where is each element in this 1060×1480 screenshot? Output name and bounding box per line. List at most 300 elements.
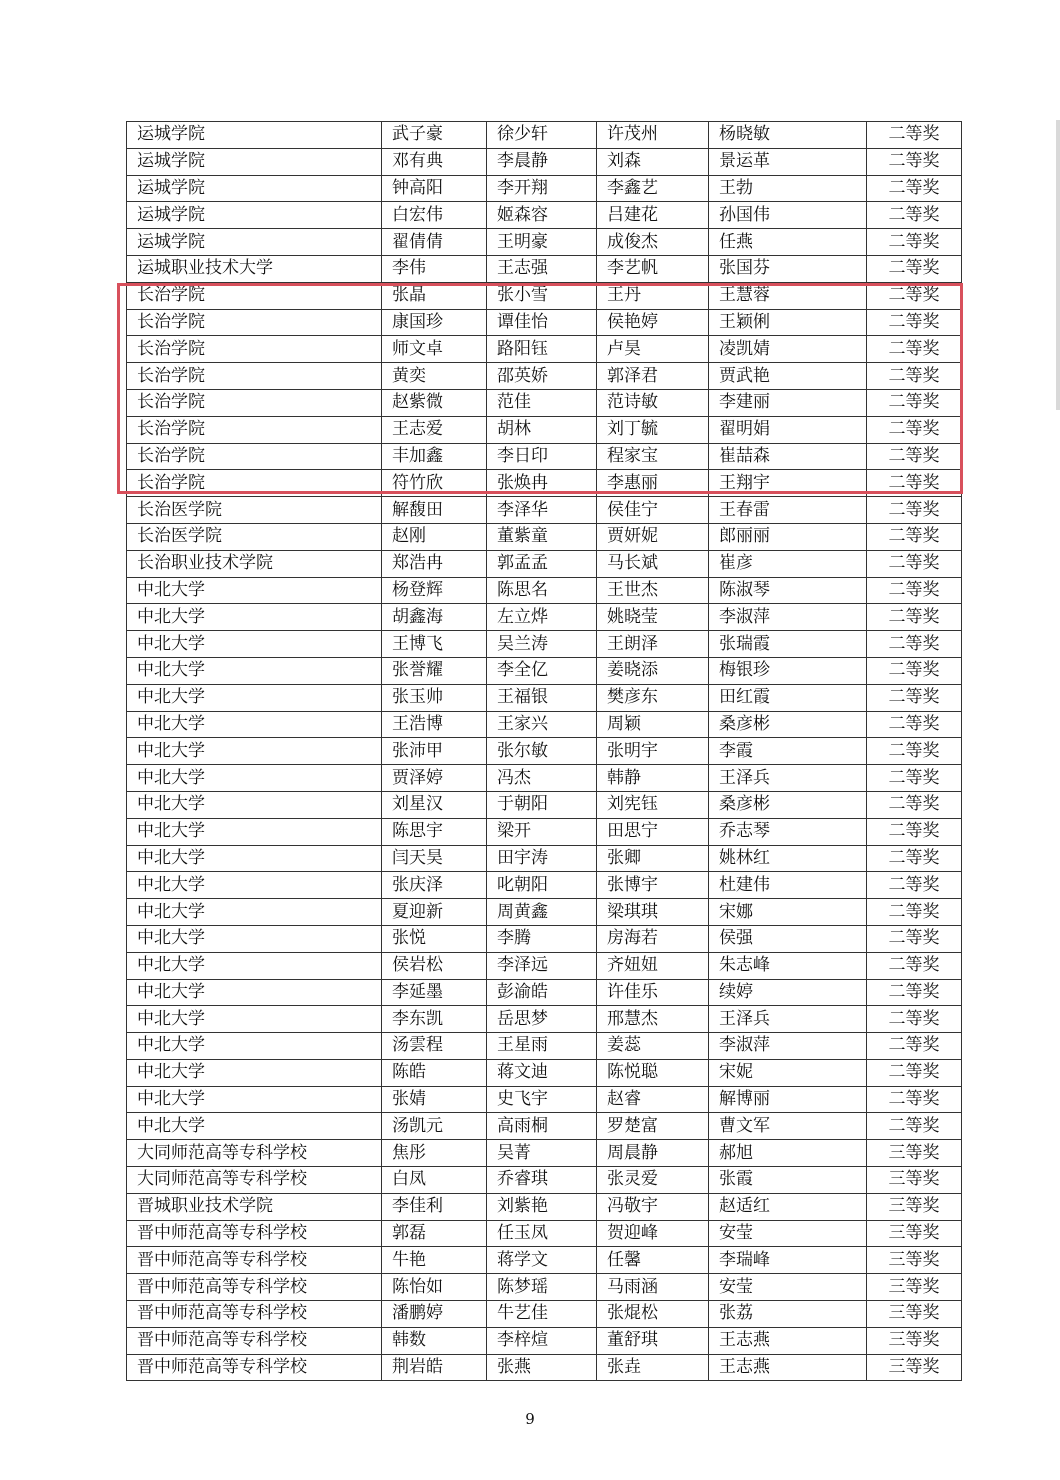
school-cell: 中北大学 bbox=[127, 577, 382, 604]
school-cell: 长治学院 bbox=[127, 389, 382, 416]
table-row bbox=[127, 523, 962, 550]
student-3-cell: 程家宝 bbox=[597, 443, 709, 470]
student-1-cell: 汤雲程 bbox=[382, 1033, 487, 1060]
table-row bbox=[127, 765, 962, 792]
advisor-cell: 安莹 bbox=[709, 1274, 867, 1301]
student-3-cell: 卢昊 bbox=[597, 336, 709, 363]
student-3-cell: 赵睿 bbox=[597, 1086, 709, 1113]
award-cell: 二等奖 bbox=[867, 604, 962, 631]
advisor-cell: 朱志峰 bbox=[709, 952, 867, 979]
award-cell: 二等奖 bbox=[867, 738, 962, 765]
table-row bbox=[127, 818, 962, 845]
table-row bbox=[127, 1327, 962, 1354]
student-1-cell: 赵刚 bbox=[382, 523, 487, 550]
advisor-cell: 王泽兵 bbox=[709, 765, 867, 792]
school-cell: 中北大学 bbox=[127, 657, 382, 684]
student-3-cell: 成俊杰 bbox=[597, 229, 709, 256]
student-3-cell: 周颖 bbox=[597, 711, 709, 738]
student-3-cell: 郭泽君 bbox=[597, 363, 709, 390]
student-3-cell: 陈悦聪 bbox=[597, 1059, 709, 1086]
student-3-cell: 吕建花 bbox=[597, 202, 709, 229]
school-cell: 中北大学 bbox=[127, 711, 382, 738]
school-cell: 中北大学 bbox=[127, 1113, 382, 1140]
student-2-cell: 高雨桐 bbox=[487, 1113, 597, 1140]
student-1-cell: 侯岩松 bbox=[382, 952, 487, 979]
advisor-cell: 孙国伟 bbox=[709, 202, 867, 229]
student-2-cell: 王福银 bbox=[487, 684, 597, 711]
advisor-cell: 王志燕 bbox=[709, 1327, 867, 1354]
school-cell: 长治学院 bbox=[127, 336, 382, 363]
award-cell: 二等奖 bbox=[867, 336, 962, 363]
student-2-cell: 蒋文迪 bbox=[487, 1059, 597, 1086]
table-row bbox=[127, 1059, 962, 1086]
table-row bbox=[127, 577, 962, 604]
student-1-cell: 符竹欣 bbox=[382, 470, 487, 497]
advisor-cell: 曹文军 bbox=[709, 1113, 867, 1140]
student-3-cell: 齐妞妞 bbox=[597, 952, 709, 979]
award-cell: 二等奖 bbox=[867, 1086, 962, 1113]
award-cell: 二等奖 bbox=[867, 1006, 962, 1033]
school-cell: 中北大学 bbox=[127, 765, 382, 792]
school-cell: 中北大学 bbox=[127, 925, 382, 952]
school-cell: 中北大学 bbox=[127, 1006, 382, 1033]
student-1-cell: 陈皓 bbox=[382, 1059, 487, 1086]
student-1-cell: 李延墨 bbox=[382, 979, 487, 1006]
table-row bbox=[127, 791, 962, 818]
award-cell: 三等奖 bbox=[867, 1247, 962, 1274]
student-3-cell: 田思宁 bbox=[597, 818, 709, 845]
table-row bbox=[127, 336, 962, 363]
table-row bbox=[127, 899, 962, 926]
advisor-cell: 宋妮 bbox=[709, 1059, 867, 1086]
advisor-cell: 杜建伟 bbox=[709, 872, 867, 899]
student-3-cell: 侯艳婷 bbox=[597, 309, 709, 336]
student-3-cell: 王世杰 bbox=[597, 577, 709, 604]
school-cell: 晋中师范高等专科学校 bbox=[127, 1247, 382, 1274]
student-2-cell: 董紫童 bbox=[487, 523, 597, 550]
student-3-cell: 贾妍妮 bbox=[597, 523, 709, 550]
advisor-cell: 杨晓敏 bbox=[709, 122, 867, 149]
student-3-cell: 刘丁毓 bbox=[597, 416, 709, 443]
table-row bbox=[127, 229, 962, 256]
advisor-cell: 崔喆森 bbox=[709, 443, 867, 470]
student-2-cell: 李梓煊 bbox=[487, 1327, 597, 1354]
award-cell: 二等奖 bbox=[867, 202, 962, 229]
table-row bbox=[127, 711, 962, 738]
table-row bbox=[127, 1167, 962, 1194]
student-2-cell: 史飞宇 bbox=[487, 1086, 597, 1113]
student-3-cell: 李鑫艺 bbox=[597, 175, 709, 202]
student-3-cell: 王丹 bbox=[597, 282, 709, 309]
school-cell: 中北大学 bbox=[127, 899, 382, 926]
student-2-cell: 王星雨 bbox=[487, 1033, 597, 1060]
award-cell: 三等奖 bbox=[867, 1301, 962, 1328]
student-1-cell: 康国珍 bbox=[382, 309, 487, 336]
school-cell: 大同师范高等专科学校 bbox=[127, 1140, 382, 1167]
advisor-cell: 安莹 bbox=[709, 1220, 867, 1247]
student-2-cell: 李开翔 bbox=[487, 175, 597, 202]
advisor-cell: 郝旭 bbox=[709, 1140, 867, 1167]
student-1-cell: 王志爱 bbox=[382, 416, 487, 443]
student-1-cell: 牛艳 bbox=[382, 1247, 487, 1274]
school-cell: 长治学院 bbox=[127, 443, 382, 470]
student-2-cell: 牛艺佳 bbox=[487, 1301, 597, 1328]
student-3-cell: 张博宇 bbox=[597, 872, 709, 899]
award-cell: 二等奖 bbox=[867, 389, 962, 416]
student-2-cell: 姬森容 bbox=[487, 202, 597, 229]
student-1-cell: 陈怡如 bbox=[382, 1274, 487, 1301]
award-cell: 二等奖 bbox=[867, 148, 962, 175]
award-cell: 二等奖 bbox=[867, 229, 962, 256]
student-2-cell: 徐少轩 bbox=[487, 122, 597, 149]
table-row bbox=[127, 148, 962, 175]
student-3-cell: 姚晓莹 bbox=[597, 604, 709, 631]
student-2-cell: 胡林 bbox=[487, 416, 597, 443]
student-2-cell: 于朝阳 bbox=[487, 791, 597, 818]
award-cell: 二等奖 bbox=[867, 711, 962, 738]
table-row bbox=[127, 1033, 962, 1060]
student-2-cell: 陈思名 bbox=[487, 577, 597, 604]
table-row bbox=[127, 1354, 962, 1381]
student-3-cell: 樊彦东 bbox=[597, 684, 709, 711]
school-cell: 长治医学院 bbox=[127, 523, 382, 550]
student-3-cell: 韩静 bbox=[597, 765, 709, 792]
student-1-cell: 解馥田 bbox=[382, 497, 487, 524]
student-1-cell: 张晶 bbox=[382, 282, 487, 309]
advisor-cell: 景运革 bbox=[709, 148, 867, 175]
school-cell: 运城职业技术大学 bbox=[127, 255, 382, 282]
table-row bbox=[127, 925, 962, 952]
award-table-body bbox=[127, 122, 962, 1381]
advisor-cell: 王泽兵 bbox=[709, 1006, 867, 1033]
student-3-cell: 张卿 bbox=[597, 845, 709, 872]
award-cell: 三等奖 bbox=[867, 1274, 962, 1301]
table-row bbox=[127, 309, 962, 336]
advisor-cell: 崔彦 bbox=[709, 550, 867, 577]
student-2-cell: 蒋学文 bbox=[487, 1247, 597, 1274]
student-1-cell: 钟高阳 bbox=[382, 175, 487, 202]
student-3-cell: 李艺帆 bbox=[597, 255, 709, 282]
student-2-cell: 王志强 bbox=[487, 255, 597, 282]
award-cell: 二等奖 bbox=[867, 765, 962, 792]
student-2-cell: 李全亿 bbox=[487, 657, 597, 684]
advisor-cell: 李建丽 bbox=[709, 389, 867, 416]
student-1-cell: 刘星汉 bbox=[382, 791, 487, 818]
student-3-cell: 梁琪琪 bbox=[597, 899, 709, 926]
student-1-cell: 张庆泽 bbox=[382, 872, 487, 899]
student-2-cell: 范佳 bbox=[487, 389, 597, 416]
table-row bbox=[127, 389, 962, 416]
table-row bbox=[127, 255, 962, 282]
student-3-cell: 姜蕊 bbox=[597, 1033, 709, 1060]
school-cell: 中北大学 bbox=[127, 1086, 382, 1113]
advisor-cell: 李淑萍 bbox=[709, 1033, 867, 1060]
student-1-cell: 郑浩冉 bbox=[382, 550, 487, 577]
student-2-cell: 叱朝阳 bbox=[487, 872, 597, 899]
school-cell: 长治学院 bbox=[127, 470, 382, 497]
school-cell: 运城学院 bbox=[127, 229, 382, 256]
student-1-cell: 荆岩皓 bbox=[382, 1354, 487, 1381]
student-3-cell: 冯敬宇 bbox=[597, 1193, 709, 1220]
school-cell: 中北大学 bbox=[127, 604, 382, 631]
award-cell: 二等奖 bbox=[867, 952, 962, 979]
student-1-cell: 李东凯 bbox=[382, 1006, 487, 1033]
table-row bbox=[127, 202, 962, 229]
student-1-cell: 丰加鑫 bbox=[382, 443, 487, 470]
student-2-cell: 张焕冉 bbox=[487, 470, 597, 497]
student-1-cell: 白宏伟 bbox=[382, 202, 487, 229]
award-cell: 二等奖 bbox=[867, 523, 962, 550]
student-2-cell: 郭孟孟 bbox=[487, 550, 597, 577]
school-cell: 长治学院 bbox=[127, 363, 382, 390]
advisor-cell: 王志燕 bbox=[709, 1354, 867, 1381]
advisor-cell: 贾武艳 bbox=[709, 363, 867, 390]
student-2-cell: 彭渝皓 bbox=[487, 979, 597, 1006]
student-1-cell: 闫天昊 bbox=[382, 845, 487, 872]
award-cell: 二等奖 bbox=[867, 1059, 962, 1086]
student-2-cell: 任玉凤 bbox=[487, 1220, 597, 1247]
student-1-cell: 张悦 bbox=[382, 925, 487, 952]
advisor-cell: 张国芬 bbox=[709, 255, 867, 282]
school-cell: 中北大学 bbox=[127, 791, 382, 818]
student-1-cell: 李佳利 bbox=[382, 1193, 487, 1220]
award-cell: 二等奖 bbox=[867, 791, 962, 818]
school-cell: 晋中师范高等专科学校 bbox=[127, 1327, 382, 1354]
student-2-cell: 左立烨 bbox=[487, 604, 597, 631]
advisor-cell: 乔志琴 bbox=[709, 818, 867, 845]
advisor-cell: 桑彦彬 bbox=[709, 711, 867, 738]
student-3-cell: 张灵爱 bbox=[597, 1167, 709, 1194]
student-2-cell: 刘紫艳 bbox=[487, 1193, 597, 1220]
student-3-cell: 马长斌 bbox=[597, 550, 709, 577]
student-2-cell: 邵英娇 bbox=[487, 363, 597, 390]
student-3-cell: 刘宪钰 bbox=[597, 791, 709, 818]
student-3-cell: 张明宇 bbox=[597, 738, 709, 765]
award-cell: 二等奖 bbox=[867, 577, 962, 604]
table-row bbox=[127, 1140, 962, 1167]
award-cell: 二等奖 bbox=[867, 1033, 962, 1060]
table-row bbox=[127, 1274, 962, 1301]
table-row bbox=[127, 872, 962, 899]
student-3-cell: 许茂州 bbox=[597, 122, 709, 149]
student-1-cell: 杨登辉 bbox=[382, 577, 487, 604]
award-cell: 三等奖 bbox=[867, 1220, 962, 1247]
advisor-cell: 梅银珍 bbox=[709, 657, 867, 684]
school-cell: 长治学院 bbox=[127, 282, 382, 309]
student-1-cell: 邓有典 bbox=[382, 148, 487, 175]
award-cell: 二等奖 bbox=[867, 979, 962, 1006]
table-row bbox=[127, 122, 962, 149]
student-2-cell: 李腾 bbox=[487, 925, 597, 952]
student-1-cell: 张婧 bbox=[382, 1086, 487, 1113]
school-cell: 运城学院 bbox=[127, 175, 382, 202]
student-1-cell: 王博飞 bbox=[382, 631, 487, 658]
student-2-cell: 李晨静 bbox=[487, 148, 597, 175]
student-2-cell: 吴兰涛 bbox=[487, 631, 597, 658]
award-cell: 三等奖 bbox=[867, 1193, 962, 1220]
advisor-cell: 王慧蓉 bbox=[709, 282, 867, 309]
table-row bbox=[127, 979, 962, 1006]
advisor-cell: 姚林红 bbox=[709, 845, 867, 872]
award-cell: 二等奖 bbox=[867, 282, 962, 309]
table-row bbox=[127, 1113, 962, 1140]
award-cell: 三等奖 bbox=[867, 1167, 962, 1194]
student-3-cell: 董舒琪 bbox=[597, 1327, 709, 1354]
advisor-cell: 桑彦彬 bbox=[709, 791, 867, 818]
student-3-cell: 许佳乐 bbox=[597, 979, 709, 1006]
table-row bbox=[127, 443, 962, 470]
award-cell: 二等奖 bbox=[867, 925, 962, 952]
student-2-cell: 路阳钰 bbox=[487, 336, 597, 363]
school-cell: 长治学院 bbox=[127, 416, 382, 443]
school-cell: 中北大学 bbox=[127, 979, 382, 1006]
student-1-cell: 张沛甲 bbox=[382, 738, 487, 765]
student-2-cell: 冯杰 bbox=[487, 765, 597, 792]
student-1-cell: 武子豪 bbox=[382, 122, 487, 149]
advisor-cell: 李霞 bbox=[709, 738, 867, 765]
student-2-cell: 乔睿琪 bbox=[487, 1167, 597, 1194]
award-cell: 二等奖 bbox=[867, 363, 962, 390]
school-cell: 中北大学 bbox=[127, 738, 382, 765]
advisor-cell: 解博丽 bbox=[709, 1086, 867, 1113]
award-cell: 二等奖 bbox=[867, 443, 962, 470]
school-cell: 中北大学 bbox=[127, 684, 382, 711]
student-3-cell: 罗楚富 bbox=[597, 1113, 709, 1140]
school-cell: 中北大学 bbox=[127, 872, 382, 899]
school-cell: 中北大学 bbox=[127, 1033, 382, 1060]
student-3-cell: 房海若 bbox=[597, 925, 709, 952]
student-1-cell: 郭磊 bbox=[382, 1220, 487, 1247]
advisor-cell: 王颖俐 bbox=[709, 309, 867, 336]
school-cell: 晋中师范高等专科学校 bbox=[127, 1354, 382, 1381]
student-1-cell: 黄奕 bbox=[382, 363, 487, 390]
school-cell: 长治职业技术学院 bbox=[127, 550, 382, 577]
table-row bbox=[127, 738, 962, 765]
table-row bbox=[127, 1301, 962, 1328]
student-3-cell: 张垚 bbox=[597, 1354, 709, 1381]
award-cell: 二等奖 bbox=[867, 845, 962, 872]
student-1-cell: 夏迎新 bbox=[382, 899, 487, 926]
award-cell: 二等奖 bbox=[867, 497, 962, 524]
student-3-cell: 侯佳宁 bbox=[597, 497, 709, 524]
student-1-cell: 张誉耀 bbox=[382, 657, 487, 684]
table-row bbox=[127, 416, 962, 443]
student-1-cell: 焦彤 bbox=[382, 1140, 487, 1167]
award-cell: 二等奖 bbox=[867, 631, 962, 658]
advisor-cell: 陈淑琴 bbox=[709, 577, 867, 604]
school-cell: 中北大学 bbox=[127, 1059, 382, 1086]
student-1-cell: 汤凯元 bbox=[382, 1113, 487, 1140]
table-row bbox=[127, 952, 962, 979]
student-2-cell: 李日印 bbox=[487, 443, 597, 470]
school-cell: 运城学院 bbox=[127, 202, 382, 229]
table-row bbox=[127, 1247, 962, 1274]
student-1-cell: 王浩博 bbox=[382, 711, 487, 738]
student-2-cell: 陈梦瑶 bbox=[487, 1274, 597, 1301]
award-cell: 二等奖 bbox=[867, 872, 962, 899]
award-cell: 二等奖 bbox=[867, 416, 962, 443]
student-3-cell: 任馨 bbox=[597, 1247, 709, 1274]
student-2-cell: 张小雪 bbox=[487, 282, 597, 309]
award-cell: 二等奖 bbox=[867, 1113, 962, 1140]
page-number: 9 bbox=[525, 1410, 535, 1428]
student-3-cell: 范诗敏 bbox=[597, 389, 709, 416]
student-1-cell: 胡鑫海 bbox=[382, 604, 487, 631]
student-1-cell: 李伟 bbox=[382, 255, 487, 282]
award-cell: 二等奖 bbox=[867, 657, 962, 684]
award-cell: 三等奖 bbox=[867, 1140, 962, 1167]
advisor-cell: 侯强 bbox=[709, 925, 867, 952]
award-cell: 二等奖 bbox=[867, 309, 962, 336]
advisor-cell: 宋娜 bbox=[709, 899, 867, 926]
advisor-cell: 张荔 bbox=[709, 1301, 867, 1328]
award-table bbox=[126, 121, 962, 1381]
advisor-cell: 王勃 bbox=[709, 175, 867, 202]
award-cell: 二等奖 bbox=[867, 175, 962, 202]
student-1-cell: 张玉帅 bbox=[382, 684, 487, 711]
student-2-cell: 吴菁 bbox=[487, 1140, 597, 1167]
school-cell: 中北大学 bbox=[127, 631, 382, 658]
advisor-cell: 翟明娟 bbox=[709, 416, 867, 443]
student-1-cell: 翟倩倩 bbox=[382, 229, 487, 256]
award-cell: 二等奖 bbox=[867, 899, 962, 926]
student-1-cell: 陈思宇 bbox=[382, 818, 487, 845]
school-cell: 晋中师范高等专科学校 bbox=[127, 1301, 382, 1328]
student-3-cell: 周晨静 bbox=[597, 1140, 709, 1167]
student-1-cell: 韩数 bbox=[382, 1327, 487, 1354]
award-cell: 二等奖 bbox=[867, 818, 962, 845]
table-row bbox=[127, 1220, 962, 1247]
table-row bbox=[127, 550, 962, 577]
student-2-cell: 李泽华 bbox=[487, 497, 597, 524]
student-2-cell: 王明豪 bbox=[487, 229, 597, 256]
school-cell: 运城学院 bbox=[127, 148, 382, 175]
student-1-cell: 赵紫微 bbox=[382, 389, 487, 416]
table-row bbox=[127, 845, 962, 872]
table-row bbox=[127, 282, 962, 309]
student-2-cell: 梁开 bbox=[487, 818, 597, 845]
award-cell: 二等奖 bbox=[867, 470, 962, 497]
school-cell: 运城学院 bbox=[127, 122, 382, 149]
student-1-cell: 贾泽婷 bbox=[382, 765, 487, 792]
advisor-cell: 凌凯婧 bbox=[709, 336, 867, 363]
advisor-cell: 李淑萍 bbox=[709, 604, 867, 631]
student-2-cell: 张尔敏 bbox=[487, 738, 597, 765]
table-row bbox=[127, 175, 962, 202]
school-cell: 大同师范高等专科学校 bbox=[127, 1167, 382, 1194]
table-row bbox=[127, 657, 962, 684]
student-2-cell: 岳思梦 bbox=[487, 1006, 597, 1033]
school-cell: 中北大学 bbox=[127, 845, 382, 872]
award-cell: 二等奖 bbox=[867, 122, 962, 149]
student-3-cell: 姜晓添 bbox=[597, 657, 709, 684]
student-2-cell: 李泽远 bbox=[487, 952, 597, 979]
student-1-cell: 师文卓 bbox=[382, 336, 487, 363]
award-cell: 二等奖 bbox=[867, 684, 962, 711]
table-row bbox=[127, 1193, 962, 1220]
award-cell: 三等奖 bbox=[867, 1354, 962, 1381]
school-cell: 中北大学 bbox=[127, 818, 382, 845]
school-cell: 中北大学 bbox=[127, 952, 382, 979]
page-edge-shadow bbox=[1056, 120, 1060, 410]
table-row bbox=[127, 1006, 962, 1033]
award-cell: 二等奖 bbox=[867, 255, 962, 282]
student-2-cell: 谭佳怡 bbox=[487, 309, 597, 336]
table-row bbox=[127, 684, 962, 711]
advisor-cell: 续婷 bbox=[709, 979, 867, 1006]
table-row bbox=[127, 604, 962, 631]
student-1-cell: 潘鹏婷 bbox=[382, 1301, 487, 1328]
